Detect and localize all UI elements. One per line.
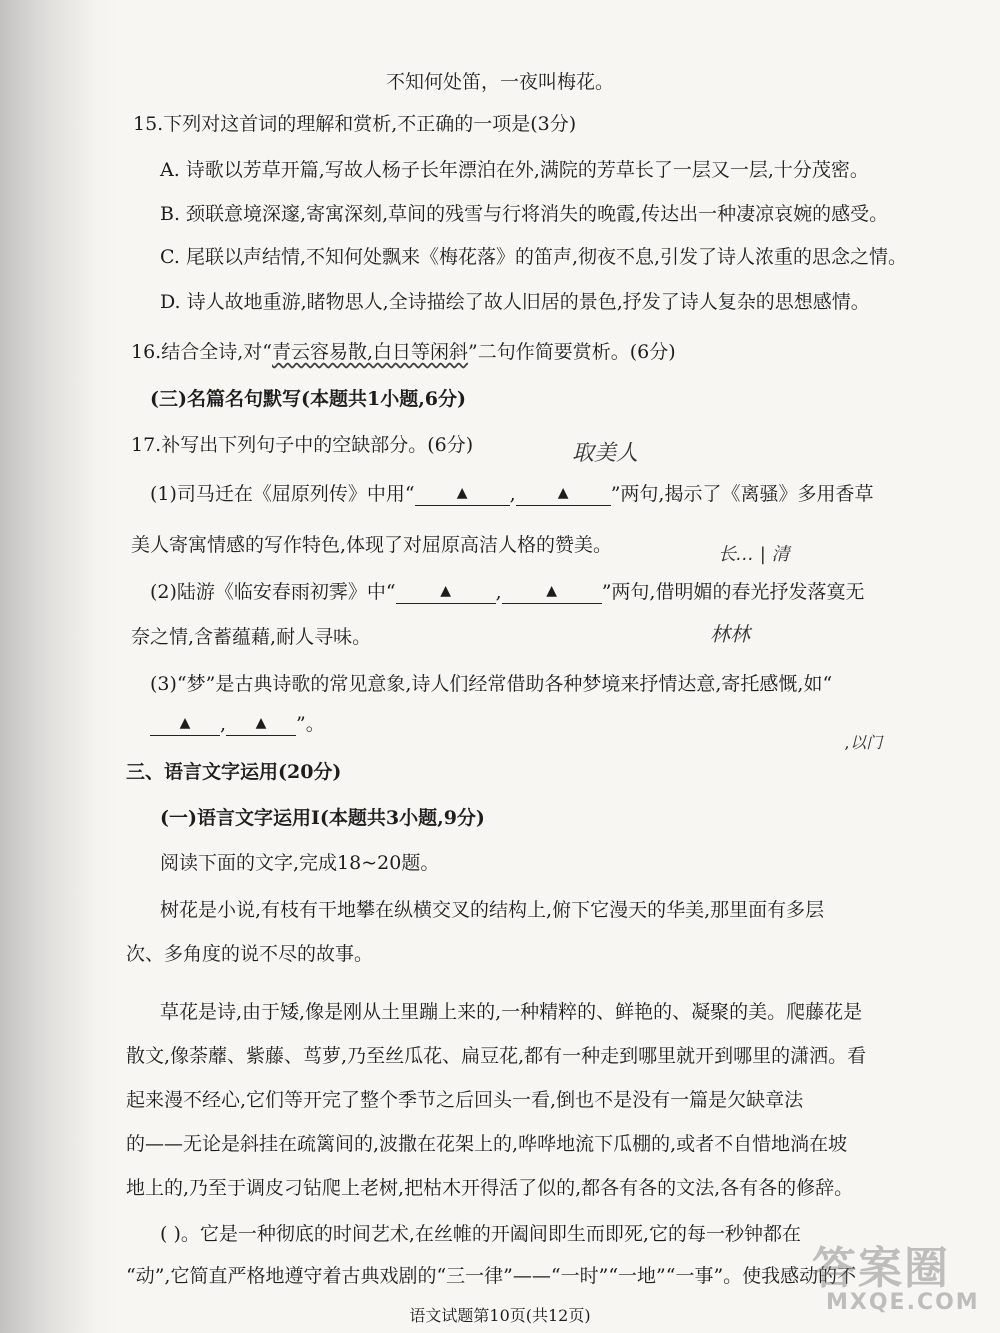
handwritten-note-1: 取美人 [572, 441, 639, 466]
handwritten-note-4: ,以门 [845, 733, 883, 752]
q17-p3-blank-2[interactable] [226, 713, 296, 736]
blank-marker: ▲ [179, 715, 191, 731]
scan-edge-shadow [0, 0, 120, 1333]
q15-option-c: C. 尾联以声结情,不知何处飘来《梅花落》的笛声,彻夜不息,引发了诗人浓重的思念之情。 [160, 246, 908, 268]
passage-line-2: 次、多角度的说不尽的故事。 [126, 943, 374, 965]
q15-option-d: D. 诗人故地重游,睹物思人,全诗描绘了故人旧居的景色,抒发了诗人复杂的思想感情。 [160, 291, 870, 313]
q17-part2-line2: 奈之情,含蓄蕴藉,耐人寻味。 [131, 626, 372, 648]
q15-stem: 15.下列对这首词的理解和赏析,不正确的一项是(3分) [133, 113, 577, 135]
passage-line-4: 散文,像荼蘼、紫藤、茑萝,乃至丝瓜花、扁豆花,都有一种走到哪里就开到哪里的潇洒。看 [126, 1045, 867, 1067]
q17-p1-suffix: ”两句,揭示了《离骚》多用香草 [610, 483, 874, 505]
watermark-logo [812, 1232, 982, 1327]
q17-p2-suffix: ”两句,借明媚的春光抒发落寞无 [601, 581, 865, 603]
passage-line-6: 的——无论是斜挂在疏篱间的,波撒在花架上的,哗哗地流下瓜棚的,或者不自惜地淌在坡 [126, 1133, 848, 1155]
q17-p1-sep: , [509, 483, 516, 505]
blank-marker: ▲ [456, 485, 468, 501]
q17-part1-line2: 美人寄寓情感的写作特色,体现了对屈原高洁人格的赞美。 [131, 534, 613, 556]
blank-marker: ▲ [255, 715, 267, 731]
q17-p2-blank-1[interactable] [396, 581, 496, 604]
q15-option-b: B. 颈联意境深邃,寄寓深刻,草间的残雪与行将消失的晚霞,传达出一种凄凉哀婉的感受。 [160, 203, 889, 225]
q17-p3-sep: , [220, 713, 227, 735]
q17-p1-prefix: (1)司马迁在《屈原列传》中用“ [150, 483, 415, 505]
passage-line-8: ( )。它是一种彻底的时间艺术,在丝帷的开阖间即生而即死,它的每一秒钟都在 [160, 1223, 801, 1245]
q16-quote: 青云容易散,白日等闲斜 [271, 341, 469, 363]
q16-suffix: ”二句作简要赏析。(6分) [468, 341, 676, 363]
section-main-header: 三、语言文字运用(20分) [126, 761, 342, 783]
q17-p3-blank-1[interactable] [150, 713, 220, 736]
watermark-url-text: MXQE.COM [826, 1290, 980, 1315]
handwritten-note-2: 长… | 清 [718, 544, 790, 565]
q17-part3-line1: (3)“梦”是古典诗歌的常见意象,诗人们经常借助各种梦境来抒情达意,寄托感慨,如“ [150, 673, 833, 695]
q17-p1-blank-2[interactable] [516, 483, 611, 506]
passage-line-9: “动”,它简直严格地遵守着古典戏剧的“三一律”——“一时”“一地”“一事”。使我感动的不 [126, 1265, 857, 1287]
passage-line-7: 地上的,乃至于调皮刁钻爬上老树,把枯木开得活了似的,都各有各的文法,各有各的修辞。 [126, 1177, 854, 1199]
q17-part1 [150, 482, 873, 506]
q17-stem: 17.补写出下列句子中的空缺部分。(6分) [131, 434, 474, 456]
section-3-header: (三)名篇名句默写(本题共1小题,6分) [150, 388, 467, 410]
q16-line [131, 340, 676, 364]
sub-section-header: (一)语言文字运用Ⅰ(本题共3小题,9分) [160, 807, 485, 829]
passage-line-5: 起来漫不经心,它们等开完了整个季节之后回头一看,倒也不是没有一篇是欠缺章法 [126, 1089, 804, 1111]
q17-part3-line2 [150, 712, 325, 736]
watermark-big-text: 答案圈 [812, 1243, 950, 1294]
blank-marker: ▲ [557, 485, 569, 501]
reading-instruction: 阅读下面的文字,完成18~20题。 [160, 852, 440, 874]
q17-p2-prefix: (2)陆游《临安春雨初霁》中“ [150, 581, 396, 603]
page-footer: 语文试题第10页(共12页) [409, 1306, 591, 1325]
q17-p1-blank-1[interactable] [415, 483, 510, 506]
q17-p2-sep: , [495, 581, 502, 603]
q17-p3-end: ”。 [296, 713, 325, 735]
poem-last-line: 不知何处笛，一夜叫梅花。 [385, 71, 614, 93]
blank-marker: ▲ [546, 583, 558, 599]
q17-p2-blank-2[interactable] [502, 581, 602, 604]
handwritten-note-3: 林林 [710, 622, 750, 646]
passage-line-3: 草花是诗,由于矮,像是刚从土里蹦上来的,一种精粹的、鲜艳的、凝聚的美。爬藤花是 [160, 1001, 863, 1023]
q16-prefix: 16.结合全诗,对“ [131, 341, 272, 363]
blank-marker: ▲ [440, 583, 452, 599]
q17-part2 [150, 580, 864, 604]
passage-line-1: 树花是小说,有枝有干地攀在纵横交叉的结构上,俯下它漫天的华美,那里面有多层 [160, 899, 825, 921]
q15-option-a: A. 诗歌以芳草开篇,写故人杨子长年漂泊在外,满院的芳草长了一层又一层,十分茂密。 [160, 159, 869, 181]
